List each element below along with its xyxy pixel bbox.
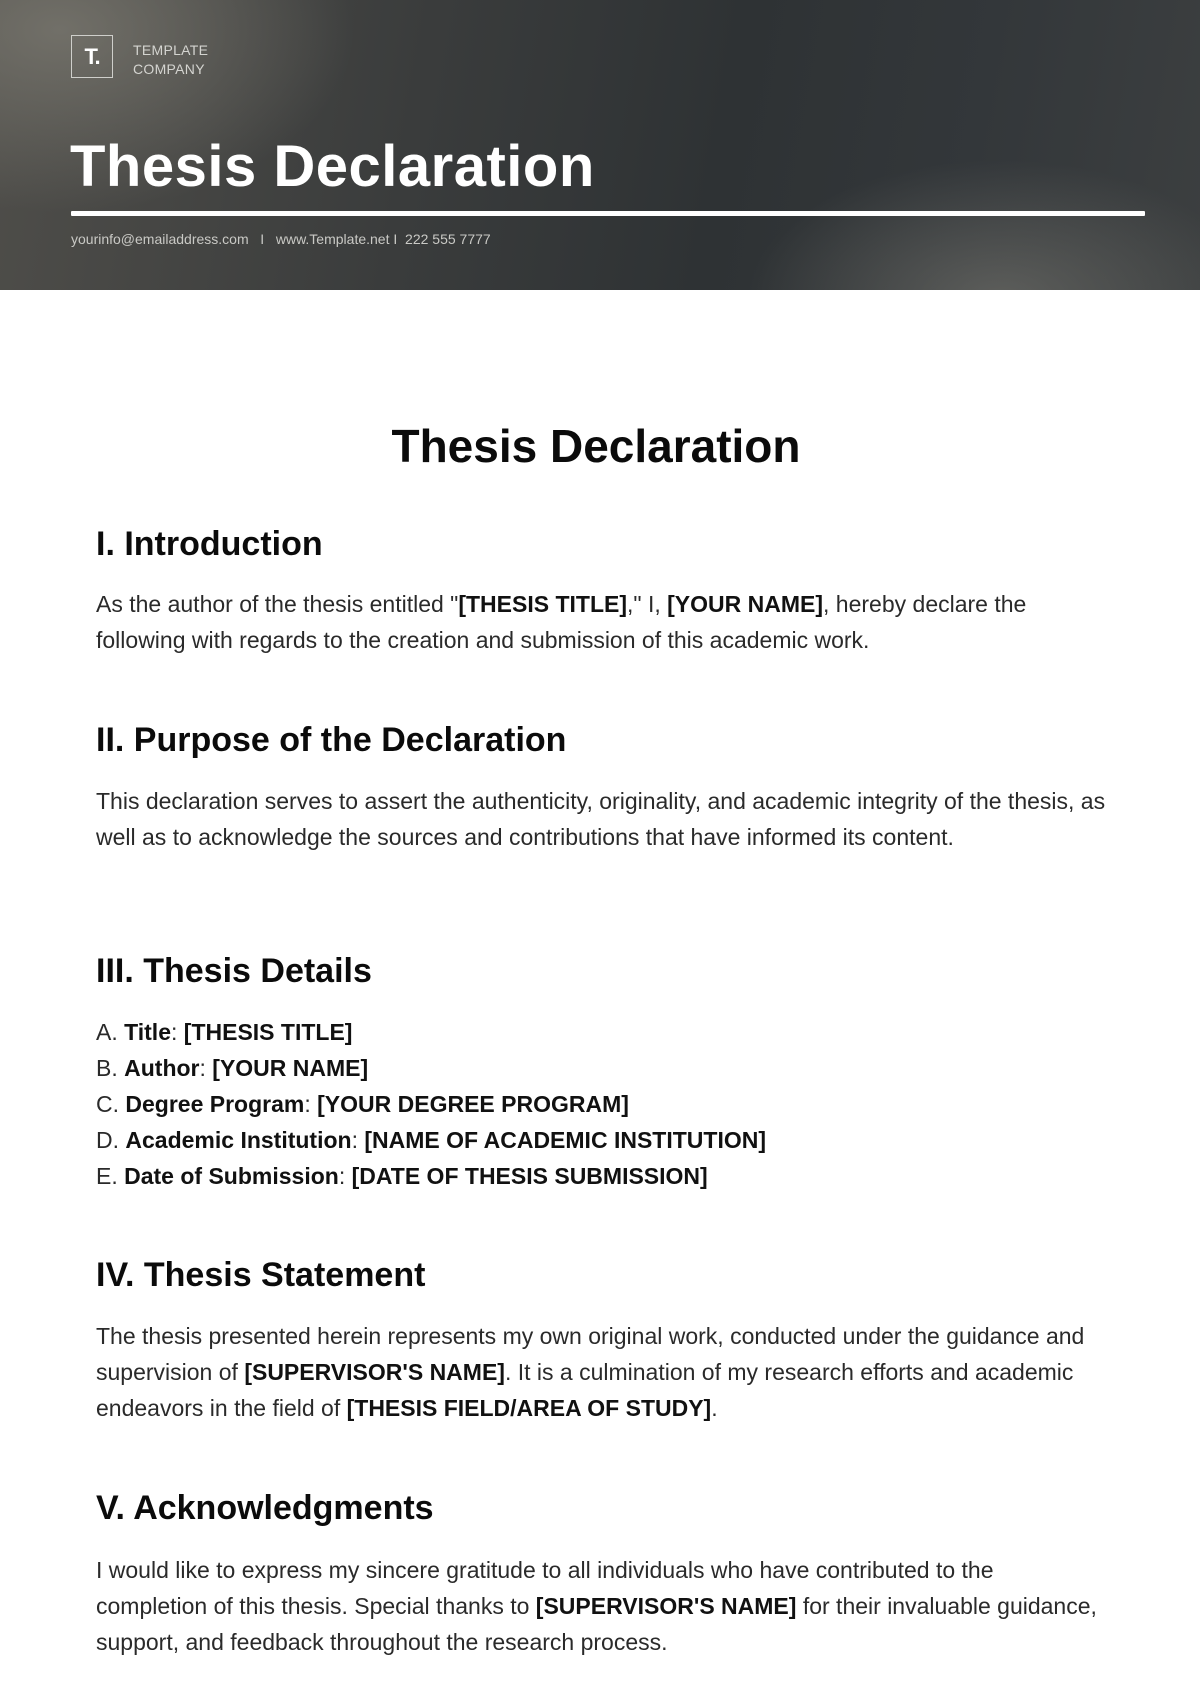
contact-email: yourinfo@emailaddress.com — [71, 231, 249, 247]
section-heading-acknowledgments: V. Acknowledgments — [96, 1489, 434, 1527]
banner-title: Thesis Declaration — [70, 134, 595, 199]
section-body-acknowledgments: I would like to express my sincere gratitude to all individuals who have contributed to the completion of this thesis. Special thanks to [SUPERVISOR'S NAME] for their invaluable guidance, support, and feedback throughout the research process. — [96, 1557, 1097, 1655]
placeholder-supervisor-name: [SUPERVISOR'S NAME] — [244, 1359, 505, 1385]
banner-divider — [71, 211, 1145, 216]
detail-item-degree-program: C. Degree Program: [YOUR DEGREE PROGRAM] — [96, 1091, 629, 1117]
logo-t-icon: T. — [84, 43, 100, 69]
contact-separator: I — [248, 231, 276, 247]
detail-item-date-of-submission: E. Date of Submission: [DATE OF THESIS SUBMISSION] — [96, 1163, 708, 1189]
section-body-purpose: This declaration serves to assert the authenticity, originality, and academic integrity of the thesis, as well as to acknowledge the sources and contributions that have informed its content. — [96, 788, 1106, 850]
section-heading-thesis-details: III. Thesis Details — [96, 952, 372, 990]
header-banner — [0, 0, 1200, 290]
detail-item-academic-institution: D. Academic Institution: [NAME OF ACADEMIC INSTITUTION] — [96, 1127, 766, 1153]
company-name-line2: COMPANY — [133, 61, 205, 77]
contact-line — [71, 230, 491, 248]
placeholder-thesis-field: [THESIS FIELD/AREA OF STUDY] — [346, 1395, 712, 1421]
section-heading-thesis-statement: IV. Thesis Statement — [96, 1256, 426, 1294]
thesis-details-list — [96, 1014, 1106, 1194]
section-heading-purpose: II. Purpose of the Declaration — [96, 721, 567, 759]
detail-item-title: A. Title: [THESIS TITLE] — [96, 1019, 353, 1045]
placeholder-thesis-title: [THESIS TITLE] — [458, 591, 628, 617]
detail-item-author: B. Author: [YOUR NAME] — [96, 1055, 369, 1081]
section-body-thesis-statement: The thesis presented herein represents my own original work, conducted under the guidance and supervision of [SUPERVISOR'S NAME]. It is a culmination of my research efforts and academic endeavors in the field of [THESIS FIELD/AREA OF STUDY]. — [96, 1323, 1085, 1421]
section-body-introduction: As the author of the thesis entitled "[THESIS TITLE]," I, [YOUR NAME], hereby declare the following with regards to the creation and submission of this academic work. — [96, 591, 1027, 653]
section-heading-introduction: I. Introduction — [96, 525, 323, 563]
company-logo — [71, 35, 113, 78]
placeholder-supervisor-name: [SUPERVISOR'S NAME] — [535, 1593, 797, 1619]
contact-phone: 222 555 7777 — [405, 231, 491, 247]
company-name — [133, 41, 208, 79]
document-title: Thesis Declaration — [391, 420, 801, 472]
contact-website: www.Template.net — [275, 231, 390, 247]
company-name-line1: TEMPLATE — [133, 42, 209, 58]
contact-separator: I — [389, 231, 406, 247]
placeholder-your-name: [YOUR NAME] — [667, 591, 824, 617]
